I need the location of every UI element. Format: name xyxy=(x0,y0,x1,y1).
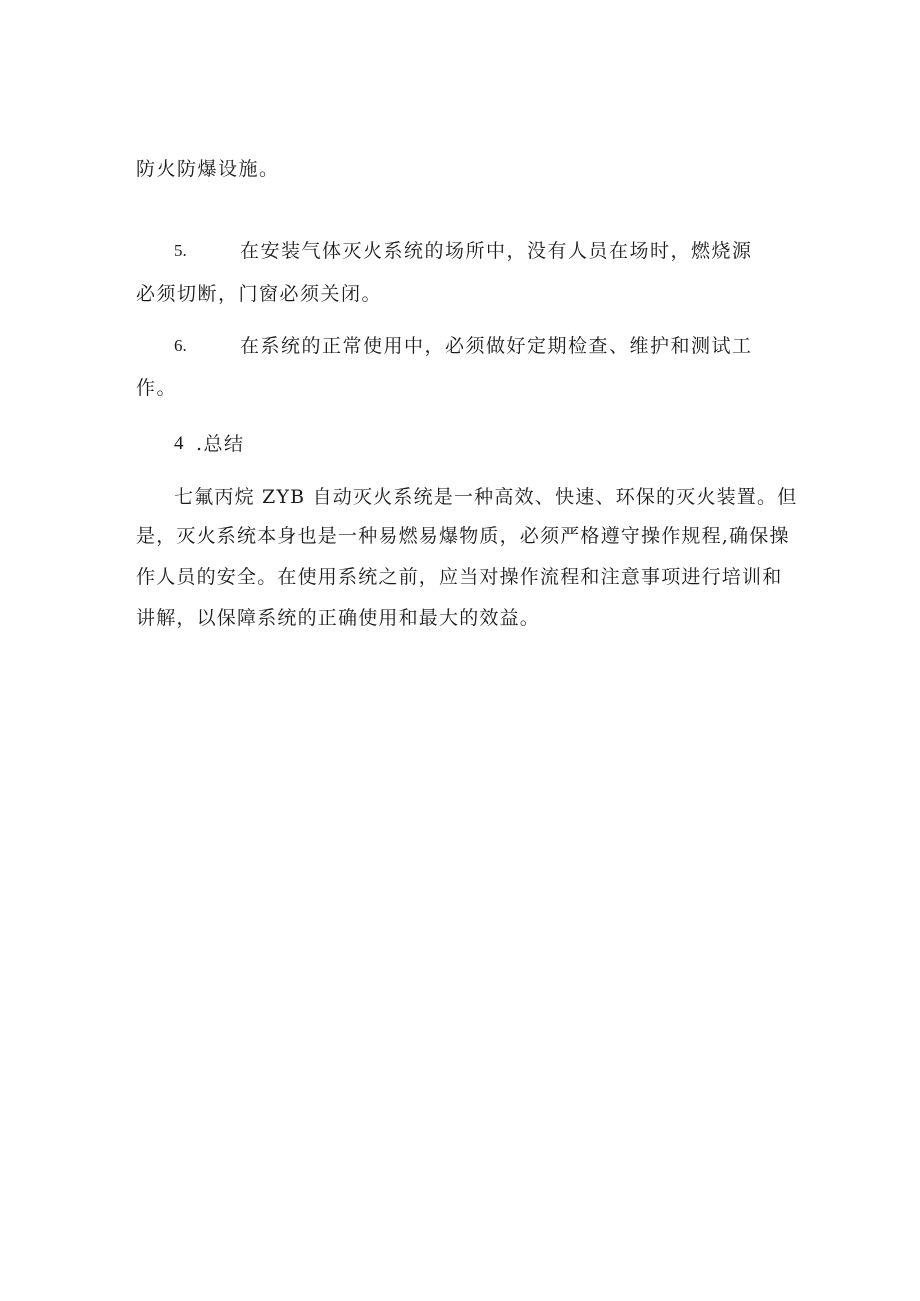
section-title: .总结 xyxy=(196,433,245,455)
item-number: 5. xyxy=(174,241,187,260)
summary-line: 七氟丙烷 ZYB 自动灭火系统是一种高效、快速、环保的灭火装置。但 xyxy=(174,486,798,508)
item-text-line2: 必须切断，门窗必须关闭。 xyxy=(136,283,383,305)
summary-line: 是，灭火系统本身也是一种易燃易爆物质，必须严格遵守操作规程,确保操 xyxy=(136,525,790,547)
item-number: 6. xyxy=(174,336,187,355)
section-number: 4 xyxy=(174,433,184,454)
item-text-line1: 在安装气体灭火系统的场所中，没有人员在场时，燃烧源 xyxy=(240,240,753,262)
summary-line: 讲解，以保障系统的正确使用和最大的效益。 xyxy=(136,607,541,629)
item-text-line2: 作。 xyxy=(136,377,178,399)
summary-line: 作人员的安全。在使用系统之前，应当对操作流程和注意事项进行培训和 xyxy=(136,566,783,588)
item-text-line1: 在系统的正常使用中，必须做好定期检查、维护和测试工 xyxy=(240,335,753,357)
continuation-text: 防火防爆设施。 xyxy=(136,158,280,180)
